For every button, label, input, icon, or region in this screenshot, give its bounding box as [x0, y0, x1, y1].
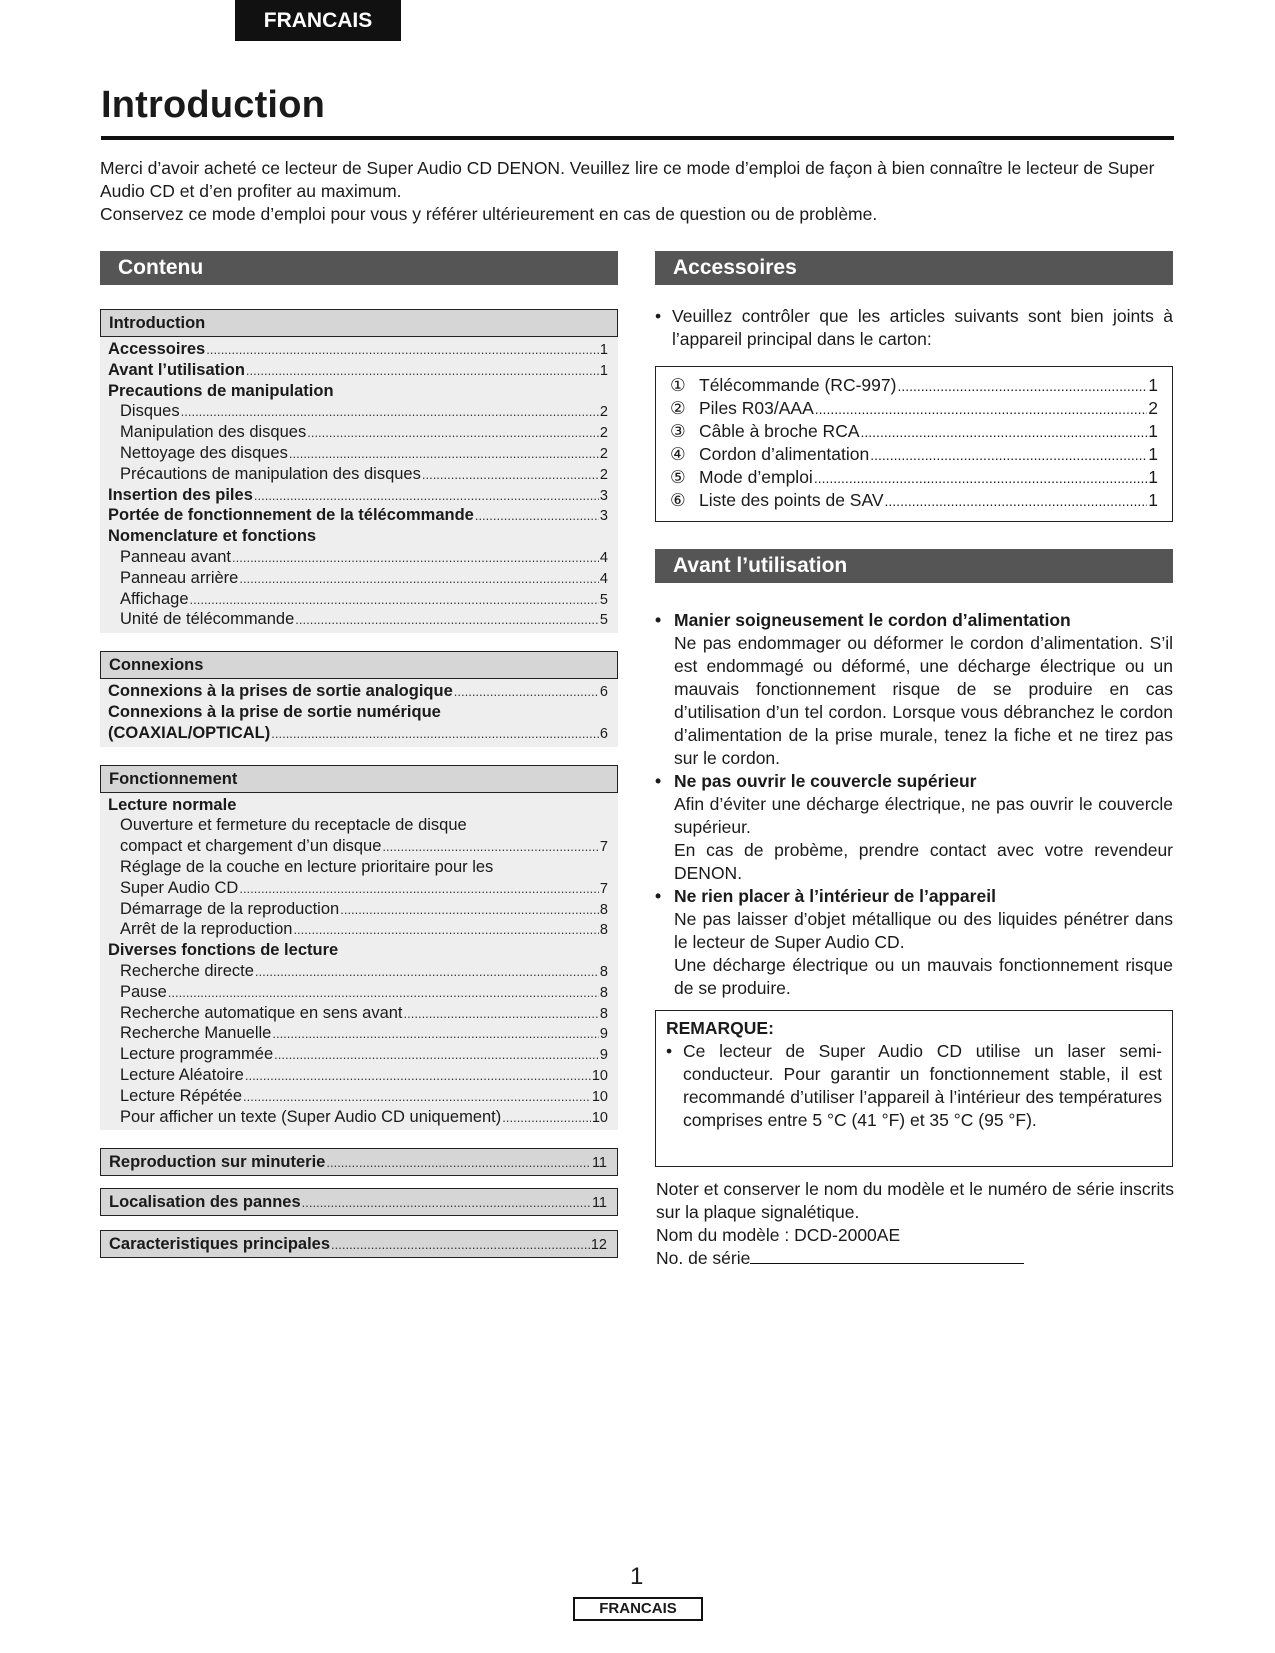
toc-entry-title: Caracteristiques principales	[109, 1235, 331, 1254]
toc-entry-title: Affichage	[120, 589, 189, 608]
toc-entry[interactable]	[108, 982, 608, 1003]
remark-title: REMARQUE:	[666, 1018, 774, 1038]
toc-entry-page: 1	[599, 362, 608, 379]
toc-group-connexions	[100, 651, 618, 746]
toc-entry-title: Nettoyage des disques	[120, 443, 288, 462]
toc-entry-page: 11	[591, 1195, 607, 1212]
serial-label: No. de série	[656, 1248, 751, 1268]
toc-entry-title: Panneau avant	[120, 547, 232, 566]
circled-number: ⑤	[670, 467, 686, 487]
toc-entry-page: 4	[599, 549, 608, 566]
accessory-item	[670, 443, 1158, 466]
title-rule	[101, 136, 1174, 140]
toc-entry-title: Reproduction sur minuterie	[109, 1153, 326, 1172]
toc-entry[interactable]	[108, 1065, 608, 1086]
section-heading-contenu: Contenu	[100, 251, 618, 285]
language-tab: FRANCAIS	[235, 0, 401, 41]
bullet-icon: •	[655, 886, 662, 906]
precaution-text: En cas de probème, prendre contact avec votre revendeur DENON.	[674, 840, 1173, 883]
precaution-item	[655, 770, 1173, 885]
precaution-text: Ne pas laisser d’objet métallique ou des liquides pénétrer dans le lecteur de Super Audio CD.	[674, 909, 1173, 952]
toc-entry[interactable]	[108, 443, 608, 464]
intro-paragraph: Conservez ce mode d’emploi pour vous y référer ultérieurement en cas de question ou de problème.	[100, 204, 878, 224]
accessory-item	[670, 420, 1158, 443]
toc-entry-page: 6	[599, 725, 608, 742]
toc-entry[interactable]	[108, 723, 608, 744]
accessory-qty: 1	[1148, 421, 1158, 441]
toc-entry-title: Pause	[120, 982, 167, 1001]
model-name: Nom du modèle : DCD-2000AE	[656, 1225, 901, 1245]
accessory-qty: 1	[1148, 444, 1158, 464]
note-text: Noter et conserver le nom du modèle et le numéro de série inscrits sur la plaque signalétique.	[656, 1179, 1174, 1222]
toc-entry-page: 9	[599, 1026, 608, 1043]
accessories-list	[655, 366, 1173, 522]
bullet-icon: •	[655, 771, 662, 791]
toc-group-introduction	[100, 309, 618, 633]
precaution-title: Manier soigneusement le cordon d’alimentation	[674, 610, 1071, 630]
intro-text	[100, 157, 1175, 226]
model-note	[656, 1178, 1174, 1270]
toc-entry-page: 12	[590, 1237, 607, 1254]
circled-number: ①	[670, 375, 686, 395]
toc-entry-page: 7	[599, 839, 608, 856]
circled-number: ②	[670, 398, 686, 418]
accessory-item	[670, 489, 1158, 512]
page-title: Introduction	[101, 84, 326, 126]
toc-entry-title: Manipulation des disques	[120, 423, 307, 442]
toc-entry[interactable]	[108, 464, 608, 485]
toc-entry-title: Précautions de manipulation des disques	[120, 464, 421, 483]
toc-entry-title: Recherche directe	[120, 961, 254, 980]
accessories-intro-text: Veuillez contrôler que les articles suivants sont bien joints à l’appareil principal dans le carton:	[672, 306, 1173, 349]
accessory-item	[670, 466, 1158, 489]
toc-entry-page: 2	[599, 404, 608, 421]
toc-entry-page: 8	[599, 901, 608, 918]
accessory-qty: 1	[1148, 375, 1158, 395]
toc-entry[interactable]	[108, 568, 608, 589]
toc-entry-page: 2	[599, 425, 608, 442]
remark-text: Ce lecteur de Super Audio CD utilise un laser semi-conducteur. Pour garantir un fonctionnement stable, il est recommandé d’utiliser l’appareil à l’intérieur des températures comprises entre 5 °C (41 °F) et 35 °C (95 °F).	[683, 1041, 1162, 1130]
accessory-name: Piles R03/AAA	[699, 398, 814, 418]
toc-group-pannes[interactable]	[100, 1188, 618, 1216]
toc-entry-title: Unité de télécommande	[120, 610, 295, 629]
toc-group-caracteristiques[interactable]	[100, 1230, 618, 1258]
toc-entry[interactable]	[108, 609, 608, 630]
toc-entry-title: Ouverture et fermeture du receptacle de disque	[120, 816, 467, 835]
accessory-item	[670, 374, 1158, 397]
accessory-name: Cordon d’alimentation	[699, 444, 870, 464]
toc-entry-title: Recherche Manuelle	[120, 1024, 272, 1043]
toc-entry-title: Arrêt de la reproduction	[120, 920, 293, 939]
accessory-name: Câble à broche RCA	[699, 421, 860, 441]
toc-entry-title: Insertion des piles	[108, 485, 253, 504]
toc-group-minuterie[interactable]	[100, 1148, 618, 1176]
toc-entry-title: Réglage de la couche en lecture prioritaire pour les	[120, 857, 494, 876]
toc-entry[interactable]	[108, 339, 608, 360]
toc-entry[interactable]	[108, 1086, 608, 1107]
toc-entry[interactable]	[108, 401, 608, 422]
bullet-icon: •	[655, 306, 662, 326]
toc-entry-page: 8	[599, 963, 608, 980]
toc-entry[interactable]	[108, 899, 608, 920]
toc-entry-page: 10	[591, 1067, 608, 1084]
toc-entry[interactable]	[108, 878, 608, 899]
page-number: 1	[630, 1563, 644, 1590]
toc-entry-page: 2	[599, 445, 608, 462]
bullet-icon: •	[666, 1041, 673, 1061]
toc-entry-page: 11	[591, 1155, 607, 1172]
serial-field	[656, 1247, 1174, 1270]
toc-entry-title: Démarrage de la reproduction	[120, 899, 340, 918]
footer-language-tab: FRANCAIS	[573, 1597, 703, 1621]
accessory-name: Liste des points de SAV	[699, 490, 884, 510]
bullet-icon: •	[655, 610, 662, 630]
precaution-text: Une décharge électrique ou un mauvais fonctionnement risque de se produire.	[674, 955, 1173, 998]
toc-entry[interactable]	[108, 1107, 608, 1128]
toc-group-head: Introduction	[100, 309, 618, 337]
toc-entry-title: Localisation des pannes	[109, 1193, 301, 1212]
precaution-item	[655, 885, 1173, 1000]
toc-entry[interactable]	[108, 505, 608, 526]
toc-entry-page: 8	[599, 984, 608, 1001]
serial-blank-line	[750, 1247, 1024, 1264]
precaution-text: Afin d’éviter une décharge électrique, ne pas ouvrir le couvercle supérieur.	[674, 794, 1173, 837]
toc-entry-page: 2	[599, 466, 608, 483]
toc-entry-page: 10	[591, 1088, 608, 1105]
circled-number: ⑥	[670, 490, 686, 510]
toc-entry-page: 3	[599, 487, 608, 504]
toc-subheading: Nomenclature et fonctions	[108, 527, 317, 546]
toc-entry-page: 3	[599, 508, 608, 525]
toc-group-head: Fonctionnement	[100, 765, 618, 793]
circled-number: ④	[670, 444, 686, 464]
section-heading-accessoires: Accessoires	[655, 251, 1173, 285]
precautions-list	[655, 609, 1173, 1000]
toc-entry[interactable]	[108, 961, 608, 982]
toc-entry[interactable]	[108, 836, 608, 857]
toc-entry[interactable]	[108, 422, 608, 443]
toc-subheading: Precautions de manipulation	[108, 381, 334, 400]
toc-entry-page: 10	[591, 1109, 608, 1126]
toc-entry-title: Connexions à la prises de sortie analogique	[108, 682, 453, 701]
precaution-title: Ne pas ouvrir le couvercle supérieur	[674, 771, 977, 791]
toc-entry[interactable]	[108, 1003, 608, 1024]
toc-entry[interactable]	[108, 547, 608, 568]
toc-entry-title: (COAXIAL/OPTICAL)	[108, 723, 271, 742]
toc-entry[interactable]	[108, 1023, 608, 1044]
toc-entry[interactable]	[108, 681, 608, 702]
toc-entry-title: Avant l’utilisation	[108, 360, 245, 379]
toc-entry-title: Accessoires	[108, 340, 206, 358]
toc-entry-title: Panneau arrière	[120, 568, 239, 587]
precaution-title: Ne rien placer à l’intérieur de l’appareil	[674, 886, 996, 906]
toc-entry[interactable]	[108, 485, 608, 506]
toc-entry-title: Lecture Aléatoire	[120, 1065, 244, 1084]
accessory-item	[670, 397, 1158, 420]
toc-entry-title: Recherche automatique en sens avant	[120, 1003, 403, 1022]
table-of-contents	[100, 309, 618, 1276]
toc-entry-page: 5	[599, 591, 608, 608]
toc-entry[interactable]	[108, 919, 608, 940]
toc-entry-title: Super Audio CD	[120, 878, 239, 897]
accessory-name: Télécommande (RC-997)	[699, 375, 897, 395]
section-heading-avant-utilisation: Avant l’utilisation	[655, 549, 1173, 583]
toc-entry-page: 8	[599, 1005, 608, 1022]
precaution-text: Ne pas endommager ou déformer le cordon d’alimentation. S’il est endommagé ou déformé, une décharge électrique ou un mauvais fonctionnement risque de se produire en cas d’utilisation d’un tel cordon. Lorsque vous débranchez le cordon d’alimentation de la prise murale, tenez la fiche et ne tirez pas sur le cordon.	[674, 633, 1173, 768]
toc-entry[interactable]	[108, 1044, 608, 1065]
toc-subheading: Diverses fonctions de lecture	[108, 941, 339, 960]
toc-entry-title: Connexions à la prise de sortie numérique	[108, 702, 441, 721]
accessory-qty: 1	[1148, 490, 1158, 510]
toc-entry-page: 9	[599, 1047, 608, 1064]
toc-subheading: Lecture normale	[108, 795, 237, 814]
toc-entry-page: 6	[599, 684, 608, 701]
accessory-qty: 1	[1148, 467, 1158, 487]
intro-paragraph: Merci d’avoir acheté ce lecteur de Super Audio CD DENON. Veuillez lire ce mode d’emploi de façon à bien connaître le lecteur de Super Audio CD et d’en profiter au maximum.	[100, 158, 1155, 201]
toc-entry-title: Portée de fonctionnement de la télécommande	[108, 506, 474, 525]
toc-entry-title: Disques	[120, 402, 180, 421]
toc-entry-page: 1	[599, 342, 608, 358]
accessory-qty: 2	[1148, 398, 1158, 418]
remark-box	[655, 1010, 1173, 1167]
accessories-intro	[655, 305, 1173, 351]
toc-entry-title: compact et chargement d’un disque	[120, 837, 382, 856]
toc-entry-page: 4	[599, 570, 608, 587]
toc-entry[interactable]	[108, 360, 608, 381]
toc-entry-title: Lecture Répétée	[120, 1086, 243, 1105]
toc-entry-title: Pour afficher un texte (Super Audio CD uniquement)	[120, 1107, 502, 1126]
toc-entry[interactable]	[108, 589, 608, 610]
toc-entry-title: Lecture programmée	[120, 1045, 274, 1064]
toc-group-fonctionnement	[100, 765, 618, 1131]
toc-entry-page: 5	[599, 612, 608, 629]
accessory-name: Mode d’emploi	[699, 467, 813, 487]
toc-entry-page: 8	[599, 922, 608, 939]
toc-group-head: Connexions	[100, 651, 618, 679]
precaution-item	[655, 609, 1173, 770]
circled-number: ③	[670, 421, 686, 441]
toc-entry-page: 7	[599, 880, 608, 897]
